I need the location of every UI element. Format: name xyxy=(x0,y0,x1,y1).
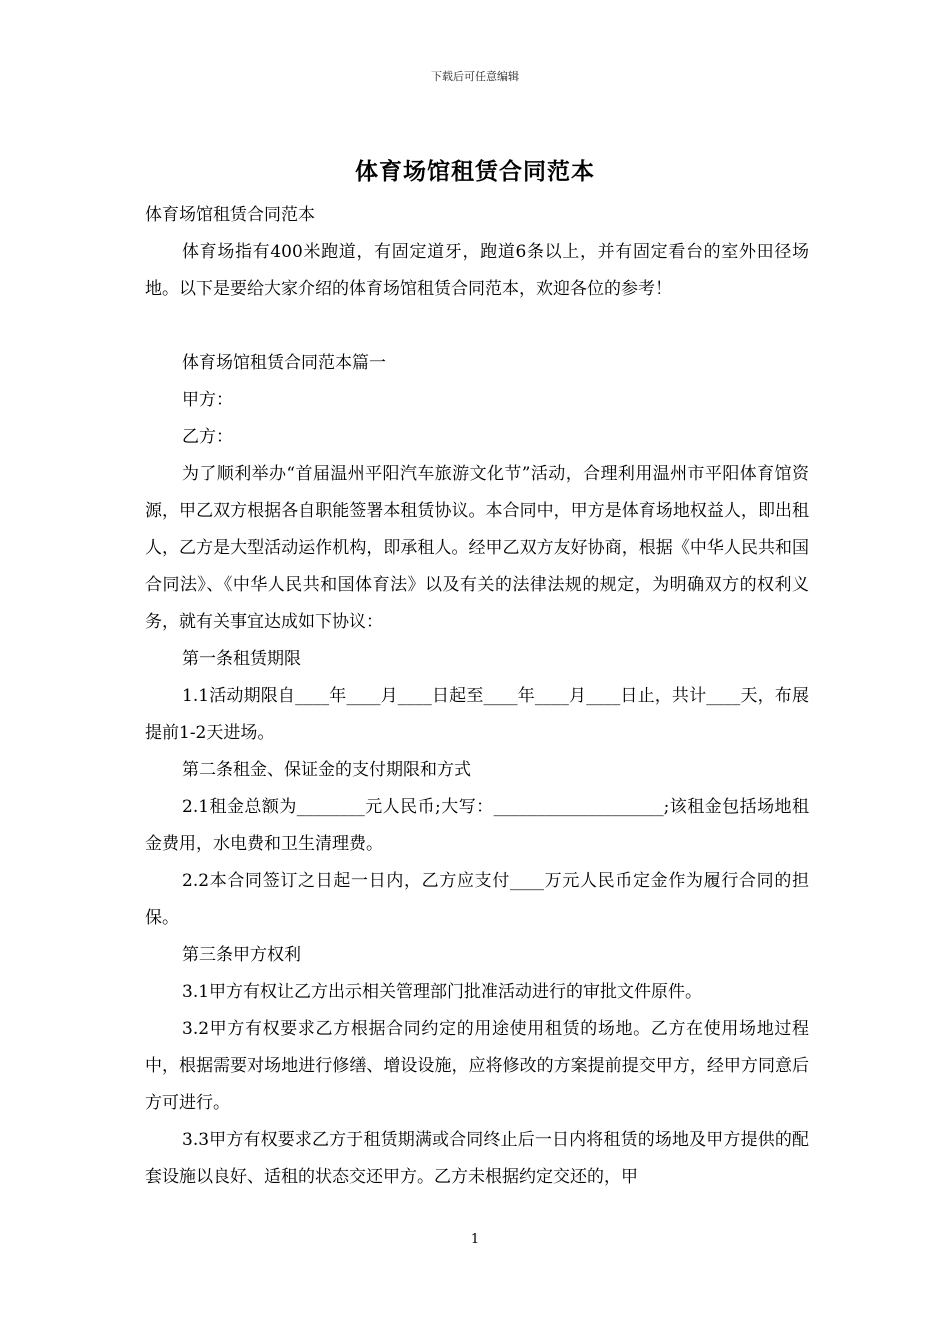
section-heading: 体育场馆租赁合同范本篇一 xyxy=(182,353,386,373)
document-body xyxy=(145,197,809,1196)
page-number: 1 xyxy=(470,1232,480,1247)
clause-3-2: 3.2甲方有权要求乙方根据合同约定的用途使用租赁的场地。乙方在使用场地过程中，根据需要对场地进行修缮、增设设施，应将修改的方案提前提交甲方，经甲方同意后方可进行。 xyxy=(145,1019,809,1113)
header-note: 下载后可任意编辑 xyxy=(431,70,519,83)
party-a-line: 甲方： xyxy=(182,390,233,410)
paragraph-gap xyxy=(145,308,809,345)
clause-2-1: 2.1租金总额为________元人民币;大写：____________________;该租金包括场地租金费用，水电费和卫生清理费。 xyxy=(145,797,809,854)
clause-2-2: 2.2本合同签订之日起一日内，乙方应支付____万元人民币定金作为履行合同的担保。 xyxy=(145,871,809,928)
document-title: 体育场馆租赁合同范本 xyxy=(355,158,595,185)
clause-3-3: 3.3甲方有权要求乙方于租赁期满或合同终止后一日内将租赁的场地及甲方提供的配套设施以良好、适租的状态交还甲方。乙方未根据约定交还的，甲 xyxy=(145,1130,809,1187)
party-b-line: 乙方： xyxy=(182,427,233,447)
clause-3-1: 3.1甲方有权让乙方出示相关管理部门批准活动进行的审批文件原件。 xyxy=(182,982,703,1002)
intro-paragraph: 体育场指有400米跑道，有固定道牙，跑道6条以上，并有固定看台的室外田径场地。以下是要给大家介绍的体育场馆租赁合同范本，欢迎各位的参考！ xyxy=(145,242,809,299)
subtitle-line: 体育场馆租赁合同范本 xyxy=(145,205,315,225)
article-3-title: 第三条甲方权利 xyxy=(182,945,301,965)
article-2-title: 第二条租金、保证金的支付期限和方式 xyxy=(182,760,471,780)
clause-1-1: 1.1活动期限自____年____月____日起至____年____月____日止，共计____天，布展提前1-2天进场。 xyxy=(145,686,809,743)
preamble-paragraph: 为了顺利举办“首届温州平阳汽车旅游文化节”活动，合理利用温州市平阳体育馆资源，甲乙双方根据各自职能签署本租赁协议。本合同中，甲方是体育场地权益人，即出租人，乙方是大型活动运作机构，即承租人。经甲乙双方友好协商，根据《中华人民共和国合同法》、《中华人民共和国体育法》以及有关的法律法规的规定，为明确双方的权利义务，就有关事宜达成如下协议： xyxy=(145,464,809,632)
article-1-title: 第一条租赁期限 xyxy=(182,649,301,669)
